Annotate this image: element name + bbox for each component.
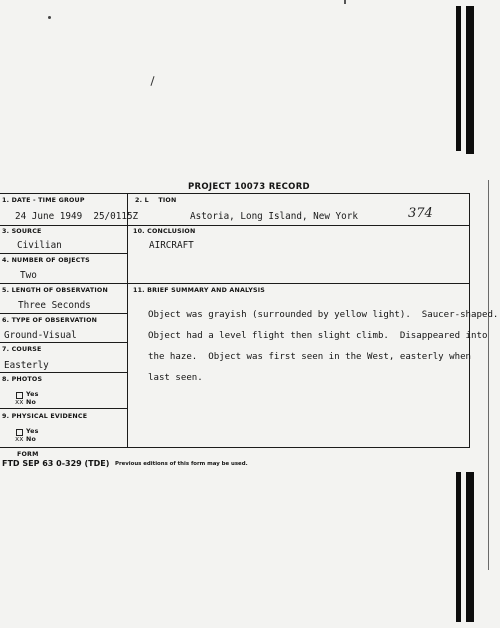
photos-yes-label: Yes bbox=[26, 391, 39, 398]
length-value: Three Seconds bbox=[18, 300, 91, 311]
source-label: 3. SOURCE bbox=[2, 228, 42, 235]
summary-line: the haze. Object was first seen in the West, easterly when bbox=[148, 351, 472, 362]
row-line-5 bbox=[0, 342, 128, 343]
course-label: 7. COURSE bbox=[2, 346, 42, 353]
scan-speck bbox=[48, 16, 51, 19]
column-divider bbox=[127, 193, 128, 448]
form-title: PROJECT 10073 RECORD bbox=[188, 182, 310, 192]
obs-type-value: Ground-Visual bbox=[4, 330, 77, 341]
summary-line: last seen. bbox=[148, 372, 203, 383]
conclusion-label: 10. CONCLUSION bbox=[133, 228, 196, 235]
evidence-no-label: No bbox=[26, 436, 36, 443]
evidence-no-mark: xx bbox=[15, 435, 24, 443]
date-value: 24 June 1949 25/0115Z bbox=[15, 211, 139, 222]
summary-line: Object had a level flight then slight climb. Disappeared into bbox=[148, 330, 488, 341]
bottom-border bbox=[0, 447, 470, 448]
num-objects-label: 4. NUMBER OF OBJECTS bbox=[2, 257, 90, 264]
num-objects-value: Two bbox=[20, 270, 37, 281]
evidence-yes-label: Yes bbox=[26, 428, 39, 435]
photos-label: 8. PHOTOS bbox=[2, 376, 43, 383]
case-number: 374 bbox=[408, 206, 433, 221]
top-border bbox=[0, 193, 470, 194]
row-line-4 bbox=[0, 313, 128, 314]
date-label: 1. DATE - TIME GROUP bbox=[2, 197, 85, 204]
form-note: Previous editions of this form may be used. bbox=[115, 461, 248, 467]
binder-bar-top-left bbox=[456, 6, 461, 151]
scan-speck bbox=[344, 0, 346, 4]
form-word: FORM bbox=[17, 451, 39, 458]
course-value: Easterly bbox=[4, 360, 49, 371]
scan-mark bbox=[150, 76, 154, 86]
summary-line: Object was grayish (surrounded by yellow light). Saucer-shaped. bbox=[148, 309, 499, 320]
row-line-3 bbox=[0, 283, 470, 284]
form-number: FTD SEP 63 0-329 (TDE) bbox=[2, 459, 110, 468]
evidence-label: 9. PHYSICAL EVIDENCE bbox=[2, 413, 88, 420]
summary-text bbox=[148, 299, 498, 394]
row-line-1 bbox=[0, 225, 470, 226]
summary-label: 11. BRIEF SUMMARY AND ANALYSIS bbox=[133, 287, 266, 294]
row-line-6 bbox=[0, 372, 128, 373]
source-value: Civilian bbox=[17, 240, 62, 251]
row-line-7 bbox=[0, 408, 128, 409]
row-line-2 bbox=[0, 253, 128, 254]
photos-no-mark: xx bbox=[15, 398, 24, 406]
conclusion-value: AIRCRAFT bbox=[149, 240, 194, 251]
binder-bar-bottom-right bbox=[466, 472, 474, 622]
photos-no-label: No bbox=[26, 399, 36, 406]
location-label: 2. L TION bbox=[135, 197, 177, 204]
obs-type-label: 6. TYPE OF OBSERVATION bbox=[2, 317, 98, 324]
binder-bar-bottom-left bbox=[456, 472, 461, 622]
location-value: Astoria, Long Island, New York bbox=[190, 211, 358, 222]
length-label: 5. LENGTH OF OBSERVATION bbox=[2, 287, 108, 294]
binder-bar-top-right bbox=[466, 6, 474, 154]
